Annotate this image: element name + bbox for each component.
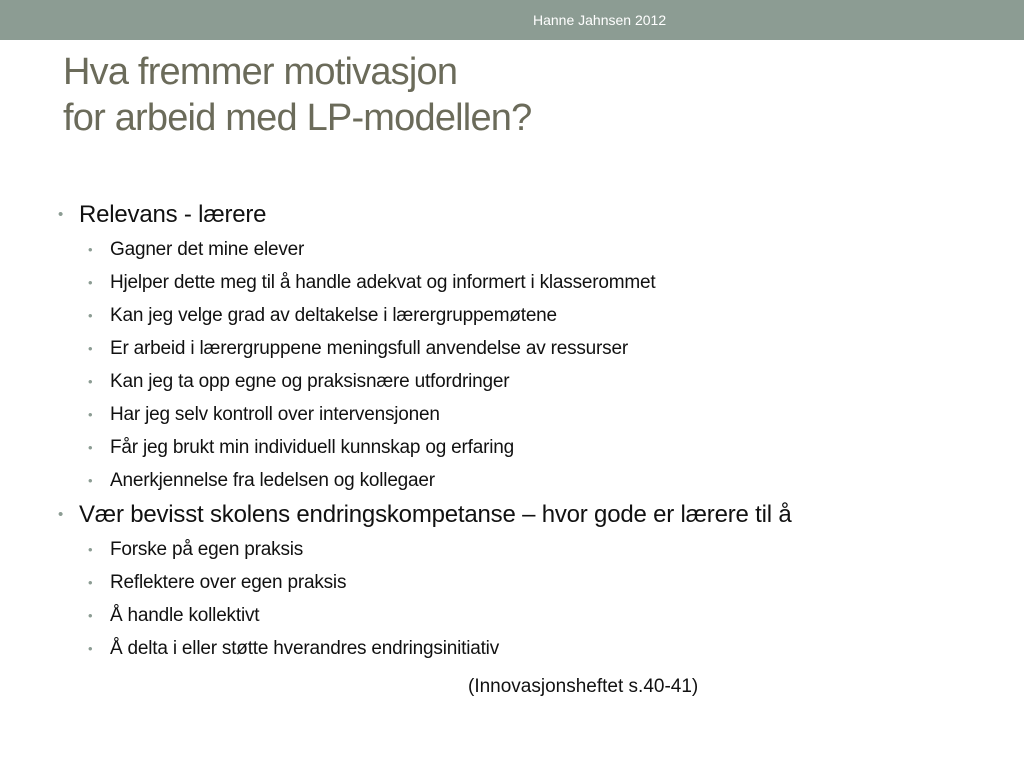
- section-heading-text: Relevans - lærere: [79, 201, 267, 228]
- bullet-icon: •: [88, 440, 93, 455]
- bullet-icon: •: [88, 641, 93, 656]
- bullet-icon: •: [88, 575, 93, 590]
- list-item: [58, 533, 998, 566]
- list-item: [58, 266, 998, 299]
- list-item: [58, 299, 998, 332]
- bullet-icon: •: [88, 473, 93, 488]
- slide-title: [63, 49, 531, 141]
- bullet-icon: •: [88, 308, 93, 323]
- list-item-text: Får jeg brukt min individuell kunnskap og erfaring: [110, 437, 514, 458]
- list-item-text: Reflektere over egen praksis: [110, 572, 347, 593]
- list-item: [58, 398, 998, 431]
- list-item-text: Hjelper dette meg til å handle adekvat og informert i klasserommet: [110, 272, 656, 293]
- list-item-text: Er arbeid i lærergruppene meningsfull anvendelse av ressurser: [110, 338, 628, 359]
- bullet-icon: •: [88, 407, 93, 422]
- bullet-list: [58, 197, 998, 665]
- list-item: [58, 632, 998, 665]
- citation: (Innovasjonsheftet s.40-41): [468, 676, 699, 697]
- list-item: [58, 464, 998, 497]
- bullet-icon: •: [88, 542, 93, 557]
- bullet-icon: •: [88, 608, 93, 623]
- list-item: [58, 332, 998, 365]
- bullet-icon: •: [58, 506, 64, 523]
- list-item-text: Har jeg selv kontroll over intervensjonen: [110, 404, 440, 425]
- bullet-icon: •: [88, 242, 93, 257]
- list-item-text: Kan jeg ta opp egne og praksisnære utfordringer: [110, 371, 510, 392]
- section-heading-endringskompetanse: [58, 497, 998, 533]
- list-item: [58, 566, 998, 599]
- header-bar: [0, 0, 1024, 40]
- title-line-2: for arbeid med LP-modellen?: [63, 97, 532, 139]
- bullet-icon: •: [88, 341, 93, 356]
- section-heading-text: Vær bevisst skolens endringskompetanse – hvor gode er lærere til å: [79, 501, 792, 528]
- bullet-icon: •: [88, 275, 93, 290]
- bullet-icon: •: [58, 206, 64, 223]
- author-label: Hanne Jahnsen 2012: [533, 12, 667, 28]
- list-item: [58, 233, 998, 266]
- bullet-icon: •: [88, 374, 93, 389]
- list-item-text: Anerkjennelse fra ledelsen og kollegaer: [110, 470, 435, 491]
- list-item-text: Gagner det mine elever: [110, 239, 305, 260]
- section-heading-relevans: [58, 197, 998, 233]
- list-item: [58, 599, 998, 632]
- list-item-text: Kan jeg velge grad av deltakelse i lærergruppemøtene: [110, 305, 557, 326]
- list-item: [58, 365, 998, 398]
- list-item: [58, 431, 998, 464]
- list-item-text: Å delta i eller støtte hverandres endringsinitiativ: [110, 638, 499, 659]
- title-line-1: Hva fremmer motivasjon: [63, 51, 458, 93]
- list-item-text: Forske på egen praksis: [110, 539, 304, 560]
- list-item-text: Å handle kollektivt: [110, 605, 260, 626]
